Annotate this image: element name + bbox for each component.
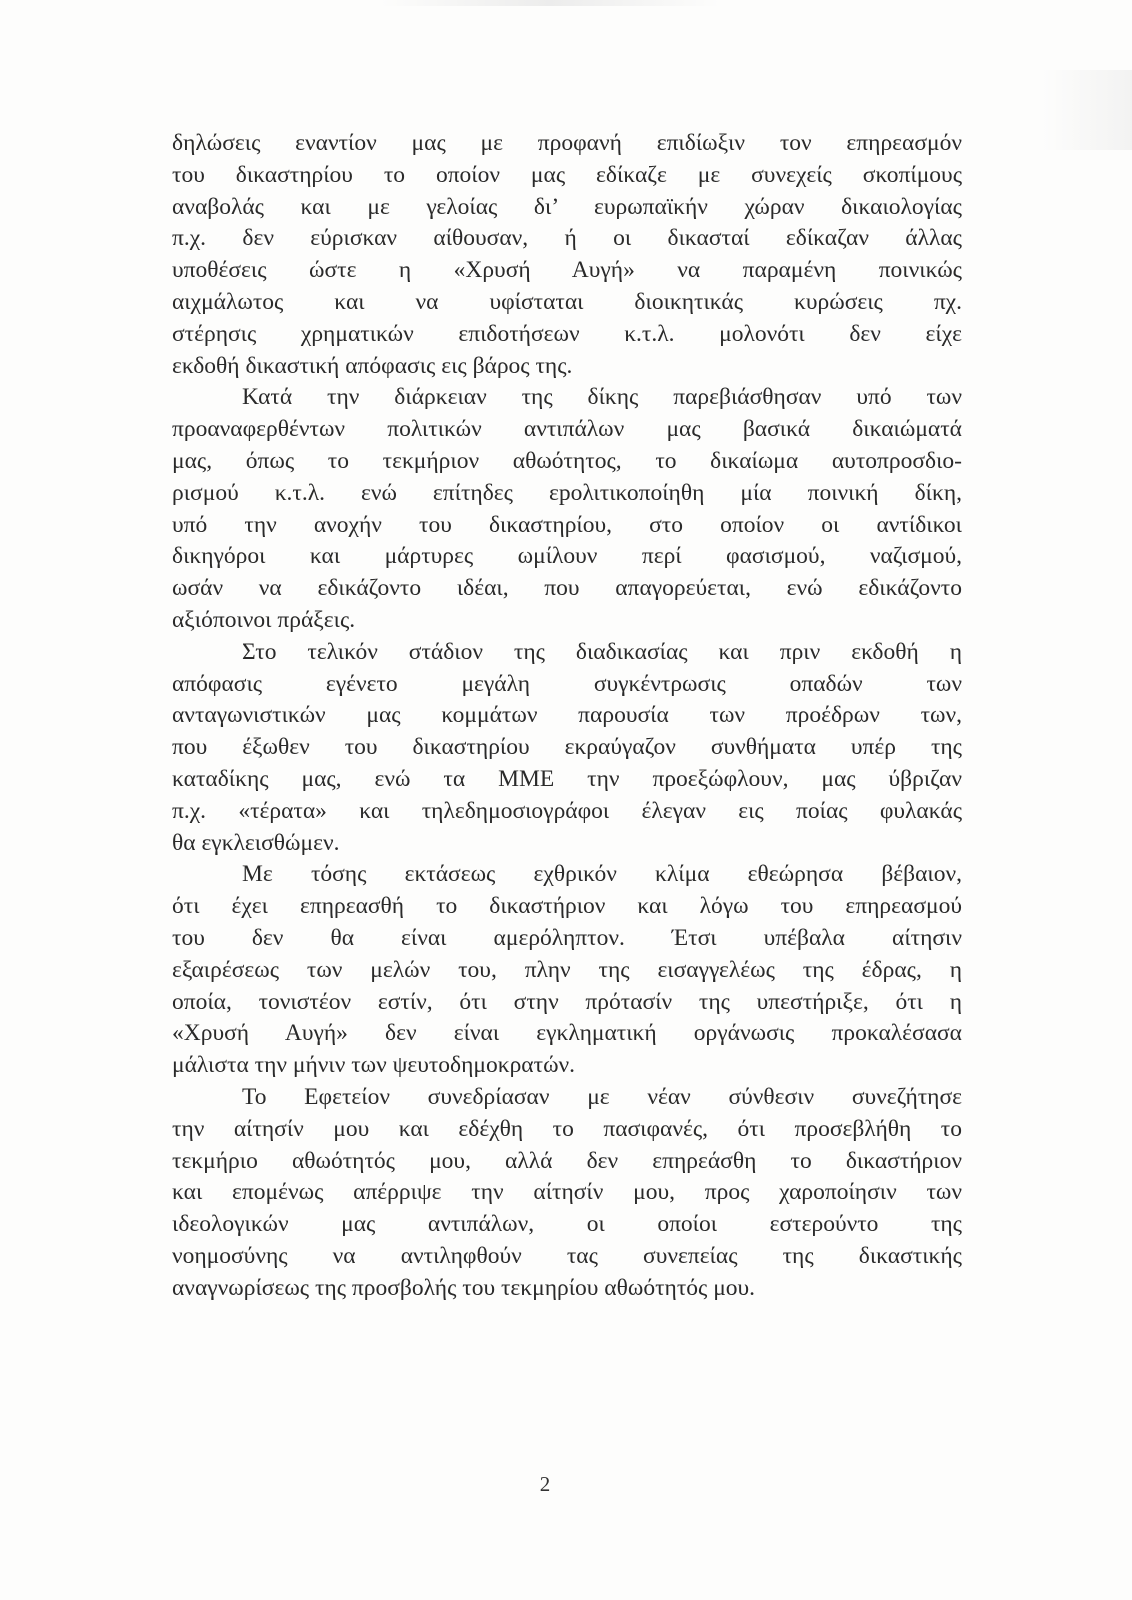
text-line: «Χρυσή Αυγή» δεν είναι εγκληματική οργάνωσις προκαλέσασα [172, 1020, 962, 1047]
text-line: και επομένως απέρριψε την αίτησίν μου, προς χαροποίησιν των [172, 1179, 962, 1206]
text-line: νοημοσύνης να αντιληφθούν τας συνεπείας της δικαστικής [172, 1242, 962, 1269]
text-line: στέρησις χρηματικών επιδοτήσεων κ.τ.λ. μολονότι δεν είχε [172, 320, 962, 347]
text-line: τεκμήριο αθωότητός μου, αλλά δεν επηρεάσθη το δικαστήριον [172, 1147, 962, 1174]
text-line: ιδεολογικών μας αντιπάλων, οι οποίοι εστερούντο της [172, 1211, 962, 1238]
text-line: Κατά την διάρκειαν της δίκης παρεβιάσθησαν υπό των [242, 384, 962, 411]
text-line: Το Εφετείον συνεδρίασαν με νέαν σύνθεσιν συνεζήτησε [242, 1083, 962, 1110]
text-line: δηλώσεις εναντίον μας με προφανή επιδίωξιν τον επηρεασμόν [172, 130, 962, 156]
text-line: αξιόποινοι πράξεις. [172, 606, 356, 633]
text-line: αναγνωρίσεως της προσβολής του τεκμηρίου αθωότητός μου. [172, 1274, 756, 1301]
text-line: του δεν θα είναι αμερόληπτον. Έτσι υπέβαλα αίτησιν [172, 924, 962, 951]
text-line: προαναφερθέντων πολιτικών αντιπάλων μας βασικά δικαιώματά [172, 416, 962, 443]
paragraph [172, 128, 962, 382]
text-line: του δικαστηρίου το οποίον μας εδίκαζε με συνεχείς σκοπίμους [172, 161, 962, 188]
scan-edge-mark [380, 0, 720, 6]
page-number: 2 [539, 1472, 551, 1496]
text-line: θα εγκλεισθώμεν. [172, 829, 340, 856]
document-body [172, 128, 962, 1304]
text-line: την αίτησίν μου και εδέχθη το πασιφανές, ότι προσεβλήθη το [172, 1115, 962, 1142]
text-line: μας, όπως το τεκμήριον αθωότητος, το δικαίωμα αυτοπροσδιο- [172, 447, 962, 474]
paragraph [172, 382, 962, 636]
text-line: Με τόσης εκτάσεως εχθρικόν κλίμα εθεώρησα βέβαιον, [242, 861, 962, 888]
scan-shadow [1042, 70, 1132, 150]
text-line: υποθέσεις ώστε η «Χρυσή Αυγή» να παραμένη ποινικώς [172, 257, 962, 284]
text-line: δικηγόροι και μάρτυρες ωμίλουν περί φασισμού, ναζισμού, [172, 543, 962, 570]
text-line: υπό την ανοχήν του δικαστηρίου, στο οποίον οι αντίδικοι [172, 511, 962, 538]
text-line: ότι έχει επηρεασθή το δικαστήριον και λόγω του επηρεασμού [172, 893, 962, 920]
text-line: ωσάν να εδικάζοντο ιδέαι, που απαγορεύεται, ενώ εδικάζοντο [172, 575, 962, 602]
text-line: που έξωθεν του δικαστηρίου εκραύγαζον συνθήματα υπέρ της [172, 734, 962, 761]
text-line: αιχμάλωτος και να υφίσταται διοικητικάς κυρώσεις πχ. [172, 288, 962, 315]
text-line: εκδοθή δικαστική απόφασις εις βάρος της. [172, 352, 573, 379]
text-line: εξαιρέσεως των μελών του, πλην της εισαγγελέως της έδρας, η [172, 956, 962, 983]
text-line: Στο τελικόν στάδιον της διαδικασίας και πριν εκδοθή η [242, 638, 962, 665]
paragraph [172, 859, 962, 1082]
text-line: καταδίκης μας, ενώ τα ΜΜΕ την προεξώφλουν, μας ύβριζαν [172, 765, 962, 792]
text-line: μάλιστα την μήνιν των ψευτοδημοκρατών. [172, 1052, 576, 1079]
text-line: αναβολάς και με γελοίας δι’ ευρωπαϊκήν χώραν δικαιολογίας [172, 193, 962, 220]
text-line: π.χ. «τέρατα» και τηλεδημοσιογράφοι έλεγαν εις ποίας φυλακάς [172, 797, 962, 824]
text-line: απόφασις εγένετο μεγάλη συγκέντρωσις οπαδών των [172, 670, 962, 697]
text-line: ανταγωνιστικών μας κομμάτων παρουσία των προέδρων των, [172, 702, 962, 729]
paragraph [172, 1082, 962, 1305]
paragraph [172, 637, 962, 860]
text-line: ρισμού κ.τ.λ. ενώ επίτηδες εpoλιτικοποίηθη μία ποινική δίκη, [172, 479, 962, 506]
text-line: π.χ. δεν εύρισκαν αίθουσαν, ή οι δικασταί εδίκαζαν άλλας [172, 225, 962, 252]
text-line: οποία, τονιστέον εστίν, ότι στην πρότασίν της υπεστήριξε, ότι η [172, 988, 962, 1015]
